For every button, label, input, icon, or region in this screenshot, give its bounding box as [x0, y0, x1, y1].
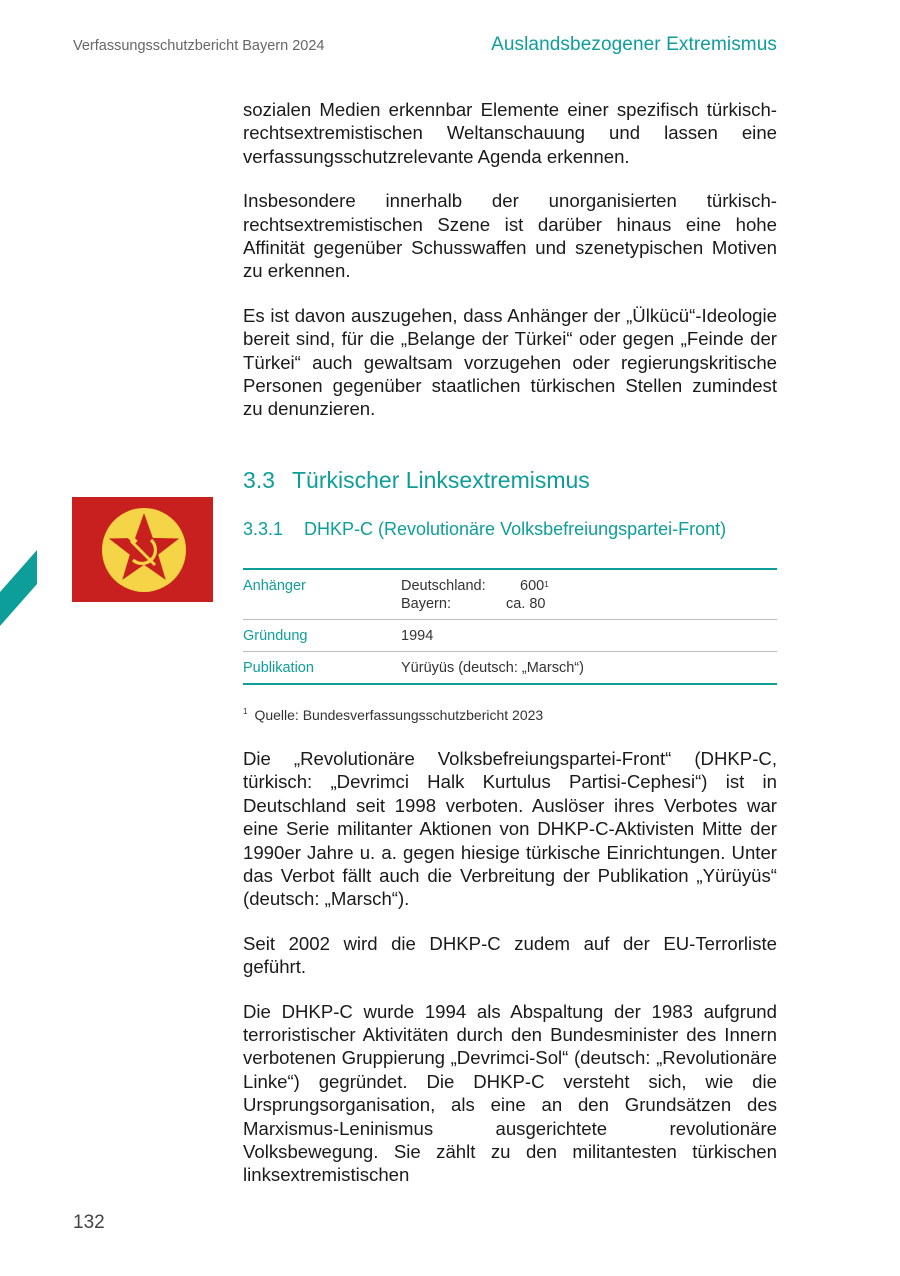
section-heading	[243, 467, 777, 497]
main-content	[243, 98, 777, 1208]
footnote-ref: 1	[544, 579, 549, 589]
member-count: ca. 80	[506, 595, 546, 612]
member-count: $600^1$	[520, 577, 549, 594]
paragraph: sozialen Medien erkennbar Elemente einer spezifisch türkisch-rechtsextremistischen Weltanschauung und lassen eine verfassungsschutzrelevante Agenda erkennen.	[243, 99, 777, 167]
footnote-text: Quelle: Bundesverfassungsschutzbericht 2023	[254, 706, 544, 723]
paragraph: Die „Revolutionäre Volksbefreiungspartei-Front“ (DHKP-C, türkisch: „Devrimci Halk Kurtulus Partisi-Cephesi“) ist in Deutschland seit 1998 verboten. Auslöser ihres Verbotes war eine Serie militanter Aktionen von DHKP-C-Aktivisten Mitte der 1990er Jahre u. a. gegen hiesige türkische Einrichtungen. Unter das Verbot fällt auch die Verbreitung der Publikation „Yürüyüs“ (deutsch: „Marsch“).	[243, 747, 777, 910]
fact-row-publikation	[243, 651, 777, 683]
chapter-tab-marker	[0, 550, 37, 626]
fact-row-gruendung	[243, 619, 777, 651]
subsection-number: 3.3.1	[243, 518, 284, 539]
section-title: Türkischer Linksextremismus	[292, 466, 590, 493]
member-region-label: Bayern:	[401, 595, 451, 612]
dhkp-c-flag-image	[72, 497, 213, 602]
subsection-title: DHKP-C (Revolutionäre Volksbefreiungspartei-Front)	[304, 518, 727, 539]
section-number: 3.3	[243, 466, 275, 493]
footnote	[243, 707, 777, 723]
fact-value: 1994	[401, 627, 434, 644]
running-header-chapter: Auslandsbezogener Extremismus	[491, 34, 777, 55]
running-header-title: Verfassungsschutzbericht Bayern 2024	[73, 38, 325, 54]
paragraph: Die DHKP-C wurde 1994 als Abspaltung der 1983 aufgrund terroristischer Aktivitäten durch den Bundesminister des Innern verbotenen Gruppierung „Devrimci-Sol“ (deutsch: „Revolutionäre Linke“) gegründet. Die DHKP-C versteht sich, wie die Ursprungsorganisation, als eine an den Grundsätzen des Marxismus-Leninismus ausgerichtete revolutionäre Volksbewegung. Sie zählt zu den militantesten türkischen linksextremistischen	[243, 1000, 777, 1186]
fact-value	[401, 577, 777, 613]
footnote-mark: 1	[243, 706, 248, 716]
paragraph: Insbesondere innerhalb der unorganisierten türkisch-rechtsextremistischen Szene ist darüber hinaus eine hohe Affinität gegenüber Schusswaffen und szenetypischen Motiven zu erkennen.	[243, 190, 777, 282]
fact-value: Yürüyüs (deutsch: „Marsch“)	[401, 659, 584, 676]
page-number: 132	[73, 1212, 105, 1233]
fact-row-anhaenger	[243, 570, 777, 619]
fact-label: Anhänger	[243, 577, 306, 594]
fact-table	[243, 568, 777, 685]
member-region-label: Deutschland:	[401, 577, 486, 594]
fact-label: Gründung	[243, 627, 308, 644]
paragraph: Seit 2002 wird die DHKP-C zudem auf der EU-Terrorliste geführt.	[243, 932, 777, 978]
paragraph: Es ist davon auszugehen, dass Anhänger der „Ülkücü“-Ideologie bereit sind, für die „Belange der Türkei“ oder gegen „Feinde der Türkei“ auch gewaltsam vorzugehen oder regierungskritische Personen gegenüber staatlichen türkischen Stellen zumindest zu denunzieren.	[243, 304, 777, 420]
subsection-heading	[243, 519, 777, 540]
fact-label: Publikation	[243, 659, 314, 676]
